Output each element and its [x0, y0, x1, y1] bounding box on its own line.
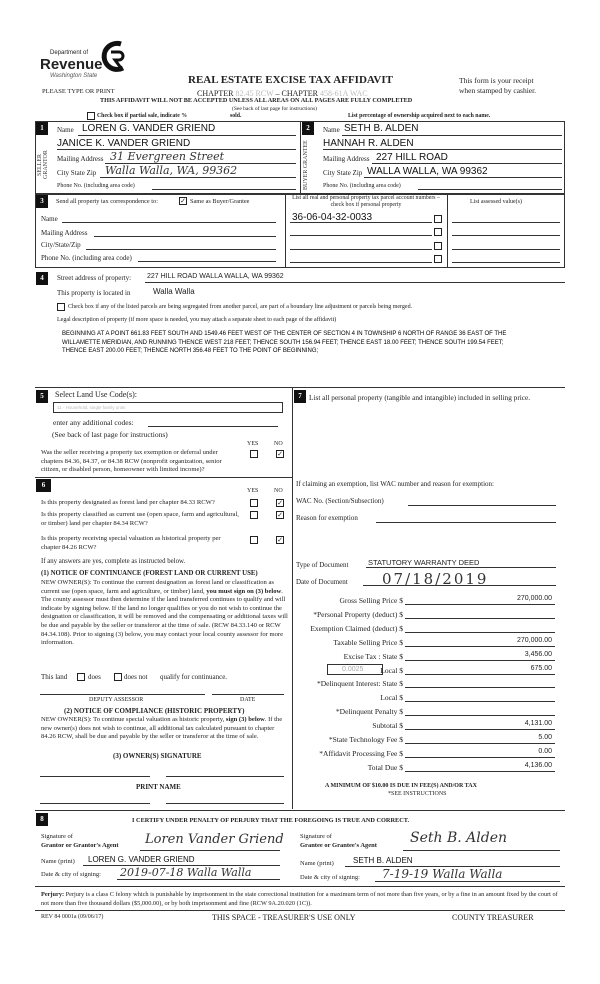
fee-label: Exemption Claimed (deduct) $ [310, 623, 403, 633]
fee-line [405, 674, 555, 675]
fee-line [405, 646, 555, 647]
does-not-checkbox[interactable] [114, 673, 122, 681]
fee-line [405, 757, 555, 758]
fee-value[interactable]: 4,136.00 [524, 761, 552, 769]
fee-label: Local $ [380, 693, 403, 703]
chapter-ref: 82.45 RCW [235, 89, 274, 98]
no-checkbox[interactable]: ✓ [277, 511, 283, 519]
does-checkbox[interactable] [77, 673, 85, 681]
signature-label: Signature of [300, 833, 332, 840]
fee-label: Excise Tax : State $ [343, 651, 403, 661]
buyer-mailing[interactable]: 227 HILL ROAD [376, 152, 448, 163]
text: . The county assessor must then determine if the land transferred continues to qualify and will indicate by signing below. If the land no longer qualifies or you do not wish to continue the designation or classification, it will be removed and the compensating or additional taxes will be due and payable by the seller or transferor at the time of sale. (RCW 84.33.140 or RCW 84.34.108). Prior to signing (3) below, you may contact your local county assessor for more information. [41, 587, 288, 647]
no-checkbox[interactable]: ✓ [277, 536, 283, 544]
fee-label: Subtotal $ [372, 721, 403, 731]
section-number: 6 [36, 479, 51, 492]
buyer-city[interactable]: WALLA WALLA, WA 99362 [367, 166, 488, 177]
fee-line [405, 729, 555, 730]
seller-name-2[interactable]: JANICE K. VANDER GRIEND [57, 138, 191, 149]
grantor-date-city[interactable]: 2019-07-18 Walla Walla [120, 866, 252, 879]
grantee-date-city[interactable]: 7-19-19 Walla Walla [382, 867, 503, 881]
does-label: does [88, 673, 101, 681]
legal-label: Legal description of property (if more space is needed, you may attach a separate sheet to each page of the affidavit) [57, 317, 337, 323]
yes-checkbox[interactable] [250, 499, 258, 507]
wac-input[interactable] [408, 505, 556, 506]
owner-signature-title: (3) OWNER(S) SIGNATURE [113, 752, 202, 760]
forest-land-question: Is this property designated as forest land per chapter 84.33 RCW? [41, 499, 215, 506]
text: Perjury is a class C felony which is punishable by imprisonment in the state correctional institution for a maximum term of not more than five years, or by a fine in an amount fixed by the court of not more than five thousand dollars ($5,000.00), or by both imprisonment and fine (RCW 9A.20.020 (1C)). [41, 891, 558, 907]
mailing-label: Mailing Address [323, 155, 370, 163]
city-label: City State Zip [57, 169, 97, 177]
fee-line [405, 715, 555, 716]
fee-value[interactable]: 4,131.00 [524, 720, 552, 728]
local-rate-value: 0.0025 [342, 666, 364, 673]
personal-property-checkbox[interactable] [434, 255, 442, 263]
fee-label: *Delinquent Interest: State $ [316, 679, 403, 689]
buyer-side-label: BUYER GRANTEE [303, 140, 309, 190]
sold-label: sold. [230, 113, 242, 119]
local-rate-box[interactable] [327, 664, 383, 675]
logo-state: Washington State [50, 73, 98, 79]
yes-checkbox[interactable] [250, 511, 258, 519]
street-label: Street address of property: [57, 274, 132, 282]
grantee-signature[interactable]: Seth B. Alden [410, 830, 508, 846]
signature-label: Signature of [41, 833, 73, 840]
perjury-notice [41, 890, 561, 908]
fee-label: Taxable Selling Price $ [333, 637, 403, 647]
text: sign (3) below [225, 716, 265, 723]
section-number: 7 [294, 390, 306, 403]
fee-line [405, 604, 555, 605]
section-number: 8 [36, 813, 48, 826]
partial-sale-checkbox[interactable] [87, 112, 95, 120]
fee-value[interactable]: 5.00 [538, 734, 552, 741]
yes-header: YES [247, 488, 259, 494]
date-label: DATE [240, 697, 256, 703]
send-correspondence-label: Send all property tax correspondence to: [56, 198, 158, 205]
text: . If the new owner(s) does not wish to continue, all additional tax calculated pursuant to chapter 84.26 RCW, shall be due and payable by the seller or transferor at the time of sale. [41, 716, 283, 741]
personal-property-label: List all personal property (tangible and intangible) included in selling price. [309, 393, 531, 402]
reason-label: Reason for exemption [296, 514, 358, 522]
section-number: 1 [36, 122, 48, 135]
date-city-label: Date & city of signing: [300, 874, 360, 881]
owner-signature-line[interactable] [166, 776, 284, 777]
current-use-question: Is this property classified as current use (open space, farm and agricultural, or timber) land per chapter 84.34 RCW? [41, 511, 239, 527]
fee-line [405, 743, 555, 744]
print-name-label: PRINT NAME [136, 783, 181, 791]
street-address[interactable]: 227 HILL ROAD WALLA WALLA, WA 99362 [147, 273, 284, 280]
land-use-code-select[interactable] [53, 402, 283, 413]
city-label: City/State/Zip [41, 241, 81, 249]
minimum-note: A MINIMUM OF $10.00 IS DUE IN FEE(S) AND/OR TAX [325, 783, 477, 789]
same-as-buyer-label: Same as Buyer/Grantee [190, 198, 250, 205]
fee-line [405, 687, 555, 688]
see-back-note: (See back of last page for instructions) [52, 430, 168, 439]
county-value[interactable]: Walla Walla [153, 287, 195, 296]
section-number: 5 [36, 390, 48, 403]
buyer-name-1[interactable]: SETH B. ALDEN [344, 123, 419, 134]
yes-checkbox[interactable] [250, 536, 258, 544]
please-type: PLEASE TYPE OR PRINT [42, 88, 115, 95]
receipt-note: when stamped by cashier. [459, 86, 537, 95]
fee-label: *Personal Property (deduct) $ [313, 609, 403, 619]
chapter-ref: 458-61A WAC [319, 89, 368, 98]
revision-code: REV 84 0001a (09/06/17) [41, 914, 104, 920]
segregation-label: Check box if any of the listed parcels are being segregated from another parcel, are part of a boundary line adjustment or parcels being merged. [68, 304, 413, 310]
land-use-code-value: 11 - Household, single family units [57, 405, 126, 410]
notice-continuance-title: (1) NOTICE OF CONTINUANCE (FOREST LAND OR CURRENT USE) [41, 570, 258, 577]
located-label: This property is located in [57, 289, 131, 297]
fee-label: *Affidavit Processing Fee $ [319, 748, 403, 758]
section-number: 3 [36, 195, 48, 208]
fee-value[interactable]: 675.00 [530, 664, 552, 672]
revenue-logo-icon [99, 40, 129, 74]
personal-property-checkbox[interactable] [434, 242, 442, 250]
seller-side-label: SELLER GRANTOR [37, 150, 49, 180]
exemption-question: Was the seller receiving a property tax exemption or deferral under chapters 84.36, 84.37, or 84.38 RCW (nonprofit organization, senior citizen, or disabled person, homeowner with limited income)? [41, 449, 222, 474]
seller-mailing[interactable]: 31 Evergreen Street [110, 150, 225, 163]
ownership-note: List percentage of ownership acquired next to each name. [348, 113, 491, 119]
yes-checkbox[interactable] [250, 450, 258, 458]
personal-property-checkbox[interactable] [434, 215, 442, 223]
partial-sale-label: Check box if partial sale, indicate % [97, 113, 188, 119]
land-use-label: Select Land Use Code(s): [55, 390, 137, 399]
fee-line [405, 660, 555, 661]
doc-date-label: Date of Document [296, 578, 348, 586]
text: you must sign on (3) below [206, 587, 282, 595]
buyer-name-2[interactable]: HANNAH R. ALDEN [323, 138, 414, 149]
personal-property-checkbox[interactable] [434, 228, 442, 236]
grantee-name[interactable]: SETH B. ALDEN [353, 856, 413, 865]
fee-line [405, 701, 555, 702]
chapter-label: – CHAPTER [273, 89, 318, 98]
mailing-label: Mailing Address [57, 155, 104, 163]
text: NEW OWNER(S): To continue special valuation as historic property, [41, 716, 225, 723]
does-not-label: does not [124, 673, 148, 681]
phone-label: Phone No. (including area code) [41, 254, 132, 262]
fee-value[interactable]: 270,000.00 [516, 595, 552, 602]
warning-text: THIS AFFIDAVIT WILL NOT BE ACCEPTED UNLESS ALL AREAS ON ALL PAGES ARE FULLY COMPLETED [100, 97, 413, 104]
exemption-claim-label: If claiming an exemption, list WAC number and reason for exemption: [296, 480, 494, 488]
fee-label: *Delinquent Penalty $ [335, 707, 403, 717]
doc-type-value[interactable]: STATUTORY WARRANTY DEED [368, 558, 480, 567]
date-city-label: Date & city of signing: [41, 871, 101, 878]
county-treasurer-label: COUNTY TREASURER [452, 913, 534, 922]
additional-codes-label: enter any additional codes: [53, 418, 134, 427]
fee-label: Gross Selling Price $ [339, 596, 403, 605]
text: NEW OWNER(S): To continue the current designation as forest land or classification as current use (open space, farm and agriculture, or timber) land, [41, 579, 274, 595]
section-number: 4 [36, 272, 48, 285]
phone-label: Phone No. (including area code) [323, 183, 401, 189]
fee-line [405, 632, 555, 633]
name-label: Name [323, 126, 340, 134]
name-print-label: Name (print) [300, 860, 334, 867]
owner-signature-line[interactable] [40, 776, 150, 777]
no-checkbox[interactable]: ✓ [277, 450, 283, 458]
section-number: 2 [302, 122, 314, 135]
seller-city[interactable]: Walla Walla, WA, 99362 [105, 164, 238, 177]
deputy-assessor-label: DEPUTY ASSESSOR [89, 697, 144, 703]
logo-name: Revenue [40, 56, 103, 73]
treasurer-use-label: THIS SPACE - TREASURER'S USE ONLY [212, 913, 356, 922]
parcel-number-1[interactable]: 36-06-04-32-0033 [292, 212, 373, 223]
fee-value[interactable]: 270,000.00 [516, 636, 552, 644]
seller-name-1[interactable]: LOREN G. VANDER GRIEND [82, 123, 216, 134]
segregation-checkbox[interactable] [57, 303, 65, 311]
text: Perjury: [41, 891, 65, 898]
wac-label: WAC No. (Section/Subsection) [296, 497, 384, 505]
doc-date-value[interactable]: 07/18/2019 [382, 570, 489, 588]
chapter-label: CHAPTER [197, 89, 234, 98]
if-yes-note: If any answers are yes, complete as instructed below. [41, 558, 186, 565]
yes-header: YES [247, 441, 259, 447]
name-print-label: Name (print) [41, 858, 75, 865]
no-header: NO [274, 488, 283, 494]
no-checkbox[interactable]: ✓ [277, 499, 283, 507]
fee-line [405, 771, 555, 772]
fee-label: *State Technology Fee $ [328, 735, 403, 744]
qualify-label: qualify for continuance. [160, 673, 228, 681]
assessed-header: List assessed value(s) [470, 199, 522, 205]
no-header: NO [274, 441, 283, 447]
certify-statement: I CERTIFY UNDER PENALTY OF PERJURY THAT THE FOREGOING IS TRUE AND CORRECT. [132, 817, 410, 824]
name-label: Name [41, 215, 58, 223]
doc-type-label: Type of Document [296, 561, 349, 569]
parcel-header: List all real and personal property tax parcel account numbers – check box if personal property [292, 195, 440, 208]
receipt-note: This form is your receipt [459, 76, 534, 85]
city-label: City State Zip [323, 169, 363, 177]
fee-value[interactable]: 0.00 [538, 747, 552, 755]
name-label: Name [57, 126, 74, 134]
see-instructions-note: *SEE INSTRUCTIONS [388, 791, 447, 797]
fee-line [405, 618, 555, 619]
see-back-note: (See back of last page for instructions) [232, 106, 317, 112]
mailing-label: Mailing Address [41, 229, 88, 237]
fee-value[interactable]: 3,456.00 [524, 650, 552, 658]
reason-input[interactable] [376, 522, 556, 523]
grantor-label: Grantor or Grantor's Agent [41, 842, 119, 849]
fee-label: Total Due $ [367, 762, 403, 772]
form-title: REAL ESTATE EXCISE TAX AFFIDAVIT [188, 74, 393, 86]
fee-label: Local $ [380, 665, 403, 675]
legal-description[interactable]: BEGINNING AT A POINT 661.83 FEET SOUTH AND 1549.46 FEET WEST OF THE CENTER OF SECTION 4 IN TOWNSHIP 6 NORTH OF RANGE 36 EAST OF THE WILLAMETTE MERIDIAN, AND RUNNING THENCE WEST 218 FEET; THENCE SOUTH 156.94 FEET; THENCE EAST 18.00 FEET; THENCE SOUTH 199.54 FEET; THENCE EAST 200.00 FEET; THENCE NORTH 356.48 FEET TO THE POINT OF BEGINNING; [62, 331, 507, 354]
grantor-name[interactable]: LOREN G. VANDER GRIEND [88, 855, 195, 864]
logo-dept: Department of [50, 50, 89, 56]
phone-label: Phone No. (including area code) [57, 183, 135, 189]
this-land-label: This land [41, 673, 68, 681]
historic-question: Is this property receiving special valuation as historical property per chapter 84.26 RCW? [41, 535, 221, 551]
grantee-label: Grantee or Grantee's Agent [300, 842, 377, 849]
notice-compliance-title: (2) NOTICE OF COMPLIANCE (HISTORIC PROPERTY) [64, 707, 245, 715]
grantor-signature[interactable]: Loren Vander Griend [145, 832, 284, 847]
same-as-buyer-checkbox[interactable]: ✓ [180, 197, 186, 205]
